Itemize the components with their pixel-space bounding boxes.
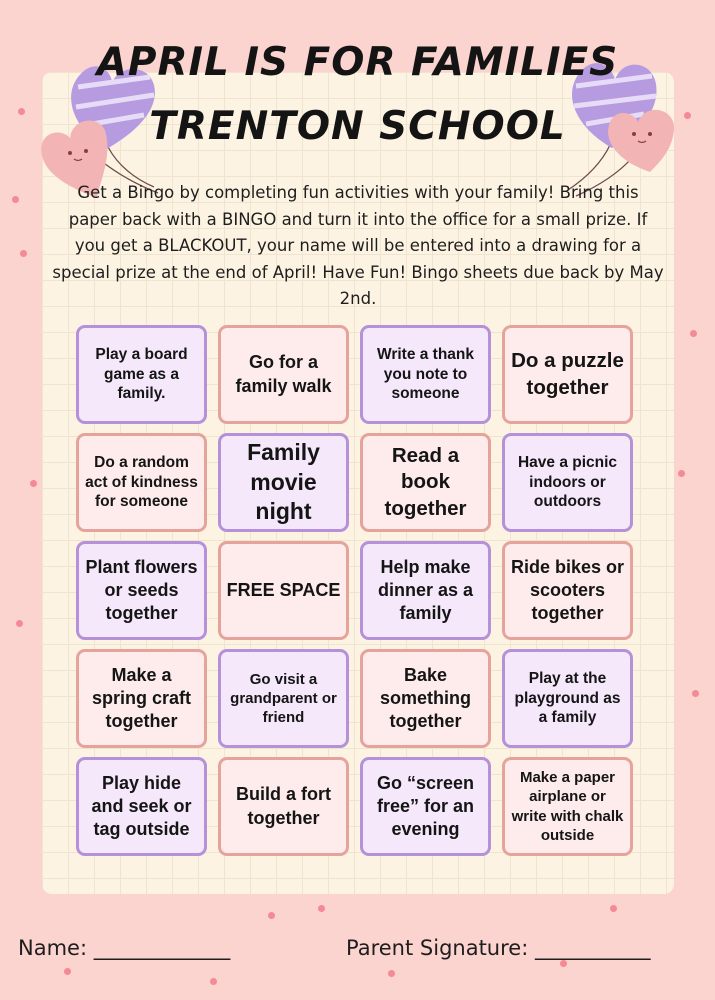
bingo-square: Ride bikes or scooters together bbox=[502, 541, 633, 640]
bingo-square: Go visit a grandparent or friend bbox=[218, 649, 349, 748]
bingo-square: Go “screen free” for an evening bbox=[360, 757, 491, 856]
decor-dot bbox=[19, 249, 29, 259]
decor-dot bbox=[11, 195, 21, 205]
bingo-square: Plant flowers or seeds together bbox=[76, 541, 207, 640]
name-field[interactable]: Name: _____________ bbox=[18, 936, 231, 960]
bingo-square: Do a puzzle together bbox=[502, 325, 633, 424]
bingo-square: Go for a family walk bbox=[218, 325, 349, 424]
bingo-square: Bake something together bbox=[360, 649, 491, 748]
decor-dot bbox=[559, 959, 569, 969]
decor-dot bbox=[209, 977, 219, 987]
intro-paragraph: Get a Bingo by completing fun activities with your family! Bring this paper back with a BINGO and turn it into the office for a small prize. If you get a BLACKOUT, your name will be entered into a drawing for a special prize at the end of April! Have Fun! Bingo sheets due back by May 2nd. bbox=[52, 183, 664, 308]
bingo-square: Read a book together bbox=[360, 433, 491, 532]
bingo-square: Have a picnic indoors or outdoors bbox=[502, 433, 633, 532]
decor-dot bbox=[609, 904, 619, 914]
bingo-square: Write a thank you note to someone bbox=[360, 325, 491, 424]
page-title: APRIL IS FOR FAMILIES bbox=[96, 40, 619, 85]
bingo-square: Make a paper airplane or write with chalk outside bbox=[502, 757, 633, 856]
decor-dot bbox=[267, 911, 277, 921]
decor-dot bbox=[63, 967, 73, 977]
bingo-square: Play hide and seek or tag outside bbox=[76, 757, 207, 856]
school-name: TRENTON SCHOOL bbox=[149, 104, 566, 149]
decor-dot bbox=[677, 469, 687, 479]
bingo-square: Do a random act of kindness for someone bbox=[76, 433, 207, 532]
bingo-grid bbox=[76, 325, 633, 856]
bingo-square: Play at the playground as a family bbox=[502, 649, 633, 748]
bingo-square: Make a spring craft together bbox=[76, 649, 207, 748]
decor-dot bbox=[691, 689, 701, 699]
decor-dot bbox=[317, 904, 327, 914]
decor-dot bbox=[29, 479, 39, 489]
decor-dot bbox=[689, 329, 699, 339]
parent-signature-field[interactable]: Parent Signature: ___________ bbox=[346, 936, 651, 960]
bingo-square: Family movie night bbox=[218, 433, 349, 532]
decor-dot bbox=[15, 619, 25, 629]
bingo-square: FREE SPACE bbox=[218, 541, 349, 640]
decor-dot bbox=[387, 969, 397, 979]
bingo-square: Play a board game as a family. bbox=[76, 325, 207, 424]
bingo-square: Help make dinner as a family bbox=[360, 541, 491, 640]
bingo-square: Build a fort together bbox=[218, 757, 349, 856]
